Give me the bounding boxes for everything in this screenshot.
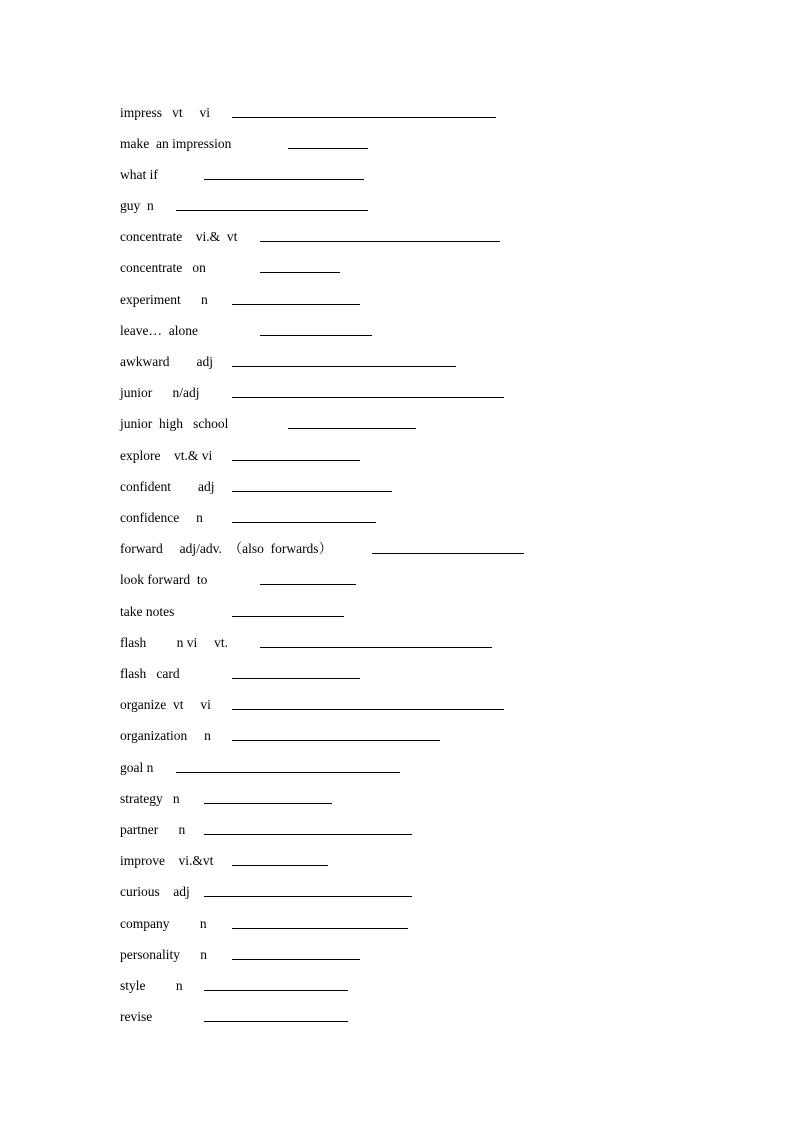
vocab-term: curious adj bbox=[120, 884, 190, 899]
vocab-row bbox=[0, 383, 794, 403]
vocab-row bbox=[0, 446, 794, 466]
vocab-row bbox=[0, 165, 794, 185]
vocab-row bbox=[0, 196, 794, 216]
answer-blank[interactable] bbox=[232, 616, 344, 617]
answer-blank[interactable] bbox=[260, 241, 500, 242]
vocab-term: confidence n bbox=[120, 510, 203, 525]
vocab-row bbox=[0, 820, 794, 840]
vocab-row bbox=[0, 321, 794, 341]
vocab-row bbox=[0, 134, 794, 154]
vocab-term: flash n vi vt. bbox=[120, 635, 228, 650]
vocab-row bbox=[0, 914, 794, 934]
answer-blank[interactable] bbox=[232, 959, 360, 960]
answer-blank[interactable] bbox=[260, 647, 492, 648]
vocab-term: make an impression bbox=[120, 136, 232, 151]
vocab-row bbox=[0, 976, 794, 996]
vocab-term: take notes bbox=[120, 604, 175, 619]
vocab-term: company n bbox=[120, 916, 207, 931]
answer-blank[interactable] bbox=[232, 397, 504, 398]
vocab-row bbox=[0, 227, 794, 247]
vocab-term: partner n bbox=[120, 822, 186, 837]
vocab-term: revise bbox=[120, 1009, 153, 1024]
vocab-term: personality n bbox=[120, 947, 207, 962]
vocab-row bbox=[0, 882, 794, 902]
answer-blank[interactable] bbox=[232, 865, 328, 866]
vocab-term: explore vt.& vi bbox=[120, 448, 213, 463]
answer-blank[interactable] bbox=[288, 428, 416, 429]
answer-blank[interactable] bbox=[232, 460, 360, 461]
vocab-term: organize vt vi bbox=[120, 697, 211, 712]
vocab-row bbox=[0, 477, 794, 497]
vocab-row bbox=[0, 945, 794, 965]
vocab-term: guy n bbox=[120, 198, 154, 213]
vocab-row bbox=[0, 290, 794, 310]
vocab-row bbox=[0, 664, 794, 684]
vocab-term: impress vt vi bbox=[120, 105, 210, 120]
vocab-term: junior n/adj bbox=[120, 385, 200, 400]
answer-blank[interactable] bbox=[204, 179, 364, 180]
answer-blank[interactable] bbox=[176, 772, 400, 773]
vocab-row bbox=[0, 789, 794, 809]
answer-blank[interactable] bbox=[372, 553, 524, 554]
answer-blank[interactable] bbox=[232, 304, 360, 305]
answer-blank[interactable] bbox=[204, 896, 412, 897]
answer-blank[interactable] bbox=[288, 148, 368, 149]
answer-blank[interactable] bbox=[204, 803, 332, 804]
answer-blank[interactable] bbox=[232, 522, 376, 523]
vocab-row bbox=[0, 1007, 794, 1027]
answer-blank[interactable] bbox=[260, 272, 340, 273]
answer-blank[interactable] bbox=[232, 491, 392, 492]
vocab-row bbox=[0, 602, 794, 622]
vocab-term: what if bbox=[120, 167, 158, 182]
vocab-term: strategy n bbox=[120, 791, 180, 806]
answer-blank[interactable] bbox=[204, 1021, 348, 1022]
vocab-term: goal n bbox=[120, 760, 154, 775]
answer-blank[interactable] bbox=[232, 709, 504, 710]
vocab-term: improve vi.&vt bbox=[120, 853, 214, 868]
vocab-term: concentrate on bbox=[120, 260, 206, 275]
answer-blank[interactable] bbox=[176, 210, 368, 211]
vocab-term: confident adj bbox=[120, 479, 215, 494]
vocab-row bbox=[0, 570, 794, 590]
vocab-row bbox=[0, 414, 794, 434]
vocab-row bbox=[0, 851, 794, 871]
vocab-row bbox=[0, 726, 794, 746]
answer-blank[interactable] bbox=[204, 990, 348, 991]
vocab-row bbox=[0, 103, 794, 123]
vocab-row bbox=[0, 758, 794, 778]
vocab-row bbox=[0, 352, 794, 372]
answer-blank[interactable] bbox=[260, 584, 356, 585]
vocab-term: concentrate vi.& vt bbox=[120, 229, 238, 244]
vocab-row bbox=[0, 539, 794, 559]
answer-blank[interactable] bbox=[232, 740, 440, 741]
vocab-term: awkward adj bbox=[120, 354, 213, 369]
answer-blank[interactable] bbox=[260, 335, 372, 336]
vocab-row bbox=[0, 695, 794, 715]
vocab-term: flash card bbox=[120, 666, 180, 681]
answer-blank[interactable] bbox=[232, 928, 408, 929]
answer-blank[interactable] bbox=[204, 834, 412, 835]
vocab-term: style n bbox=[120, 978, 183, 993]
answer-blank[interactable] bbox=[232, 366, 456, 367]
vocab-row bbox=[0, 633, 794, 653]
vocab-term: organization n bbox=[120, 728, 211, 743]
vocab-term: junior high school bbox=[120, 416, 229, 431]
vocab-term: look forward to bbox=[120, 572, 208, 587]
vocab-row bbox=[0, 508, 794, 528]
vocab-row bbox=[0, 258, 794, 278]
vocab-term: forward adj/adv. （also forwards） bbox=[120, 541, 333, 556]
vocab-term: leave… alone bbox=[120, 323, 198, 338]
vocab-term: experiment n bbox=[120, 292, 208, 307]
answer-blank[interactable] bbox=[232, 117, 496, 118]
answer-blank[interactable] bbox=[232, 678, 360, 679]
